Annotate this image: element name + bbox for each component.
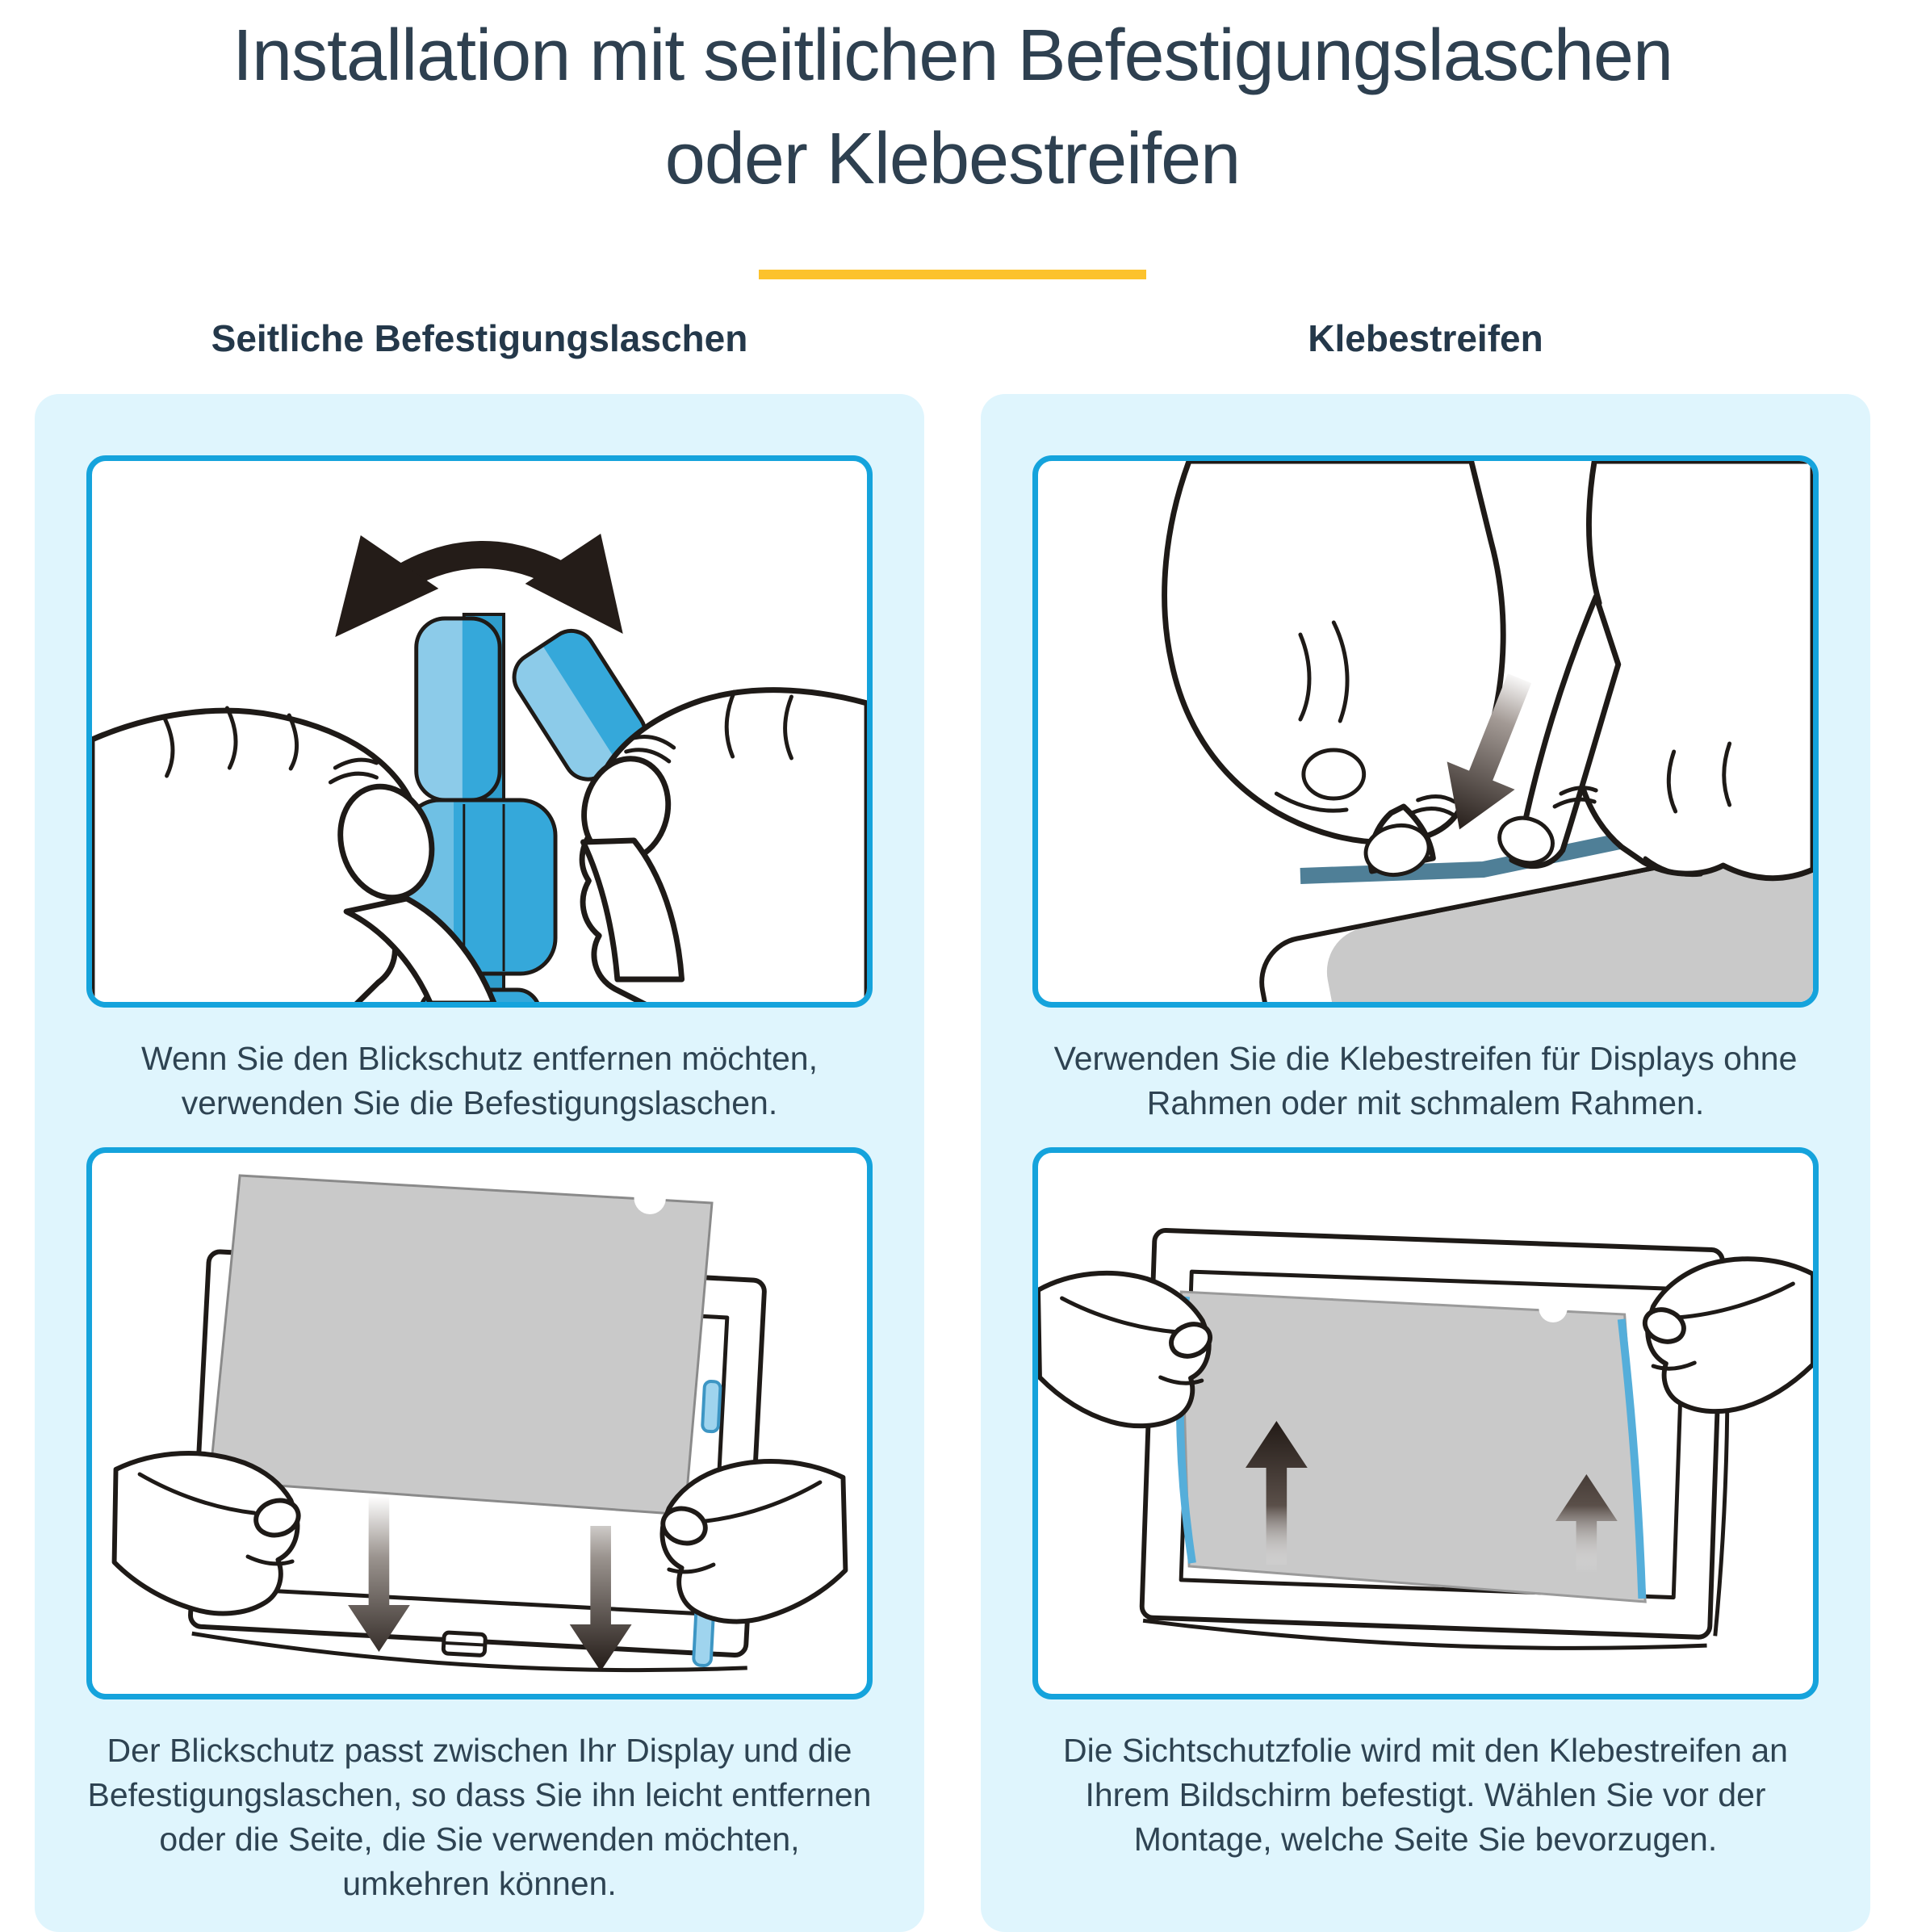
column-heading-side-tabs: Seitliche Befestigungslaschen [211, 316, 748, 359]
film-attach-illustration [1032, 1147, 1819, 1699]
filter-notch [634, 1182, 666, 1214]
tabs-rotation-drawing [92, 461, 867, 1002]
rotation-arrowhead-right [525, 534, 623, 634]
privacy-filter-sheet [210, 1176, 712, 1515]
left-hand [115, 1453, 303, 1613]
column-heading-adhesive-strips: Klebestreifen [1308, 316, 1543, 359]
right-hand [659, 1461, 846, 1621]
adhesive-strip-apply-drawing [1038, 461, 1813, 1002]
title-divider-rule [759, 270, 1146, 279]
right-hand [1494, 461, 1813, 878]
tabs-rotation-illustration [86, 455, 873, 1008]
column-headings-row [0, 316, 1905, 360]
step-caption-side-tabs-2: Der Blickschutz passt zwischen Ihr Display und die Befestigungslaschen, so dass Sie ihn leicht entfernen oder die Seite, die Sie verwenden möchten, umkehren können. [87, 1732, 872, 1903]
page-title-line1: Installation mit seitlichen Befestigungslaschen [232, 15, 1673, 96]
film-attach-drawing [1038, 1153, 1813, 1694]
page-title-line2: oder Klebestreifen [664, 118, 1241, 199]
step-caption-adhesive-2: Die Sichtschutzfolie wird mit den Klebestreifen an Ihrem Bildschirm befestigt. Wählen Sie vor der Montage, welche Seite Sie bevorzugen. [1063, 1732, 1788, 1859]
step-caption-side-tabs-1: Wenn Sie den Blickschutz entfernen möchten, verwenden Sie die Befestigungslaschen. [141, 1039, 818, 1121]
privacy-film [1180, 1292, 1645, 1602]
page-title [0, 5, 1905, 212]
adhesive-strip-apply-illustration [1032, 455, 1819, 1008]
step-caption-adhesive-1: Verwenden Sie die Klebestreifen für Displays ohne Rahmen oder mit schmalem Rahmen. [1053, 1039, 1798, 1121]
left-hand [1165, 461, 1504, 881]
filter-insert-drawing [92, 1153, 867, 1694]
film-notch [1539, 1293, 1567, 1322]
content-columns [0, 394, 1905, 1932]
panel-side-tabs [35, 394, 924, 1932]
rotation-arrowhead-left [335, 535, 438, 637]
panel-adhesive-strips [981, 394, 1870, 1932]
filter-insert-illustration [86, 1147, 873, 1699]
